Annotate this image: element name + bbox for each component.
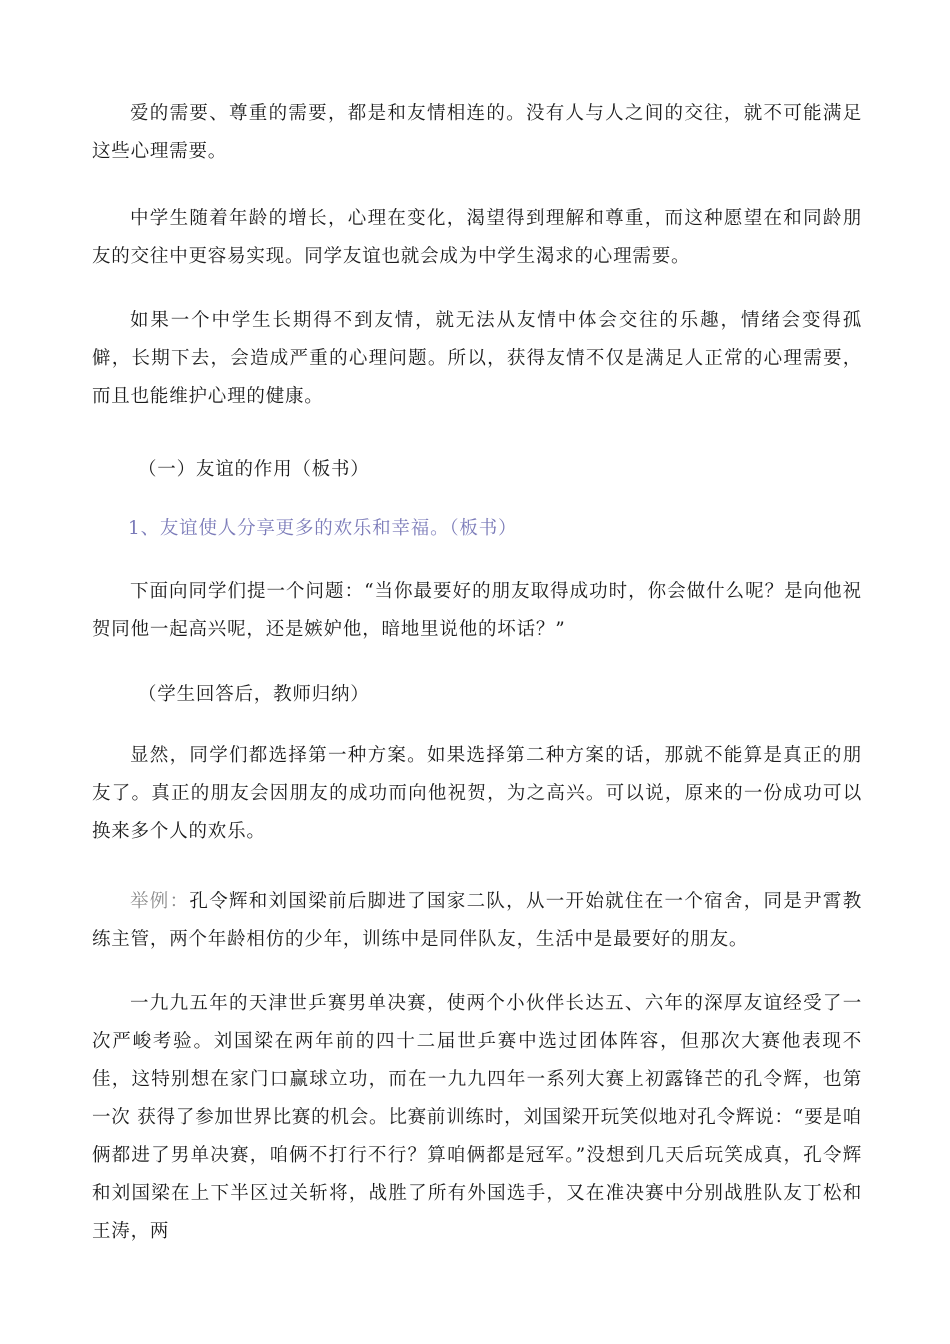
paragraph-question: 下面向同学们提一个问题：“当你最要好的朋友取得成功时，你会做什么呢？是向他祝贺同他一起高兴呢，还是嫉妒他，暗地里说他的坏话？”: [92, 581, 862, 640]
example-label: 举例：: [130, 891, 190, 912]
paragraph-no-friendship: 如果一个中学生长期得不到友情，就无法从友情中体会交往的乐趣，情绪会变得孤僻，长期下去，会造成严重的心理问题。所以，获得友情不仅是满足人正常的心理需要，而且也能维护心理的健康。: [92, 310, 862, 407]
paragraph-needs: 爱的需要、尊重的需要，都是和友情相连的。没有人与人之间的交往，就不可能满足这些心理需要。: [92, 103, 862, 162]
paragraph-age-growth: 中学生随着年龄的增长，心理在变化，渴望得到理解和尊重，而这种愿望在和同龄朋友的交往中更容易实现。同学友谊也就会成为中学生渴求的心理需要。: [92, 208, 862, 267]
example-text: 孔令辉和刘国梁前后脚进了国家二队，从一开始就住在一个宿舍，同是尹霄教练主管，两个年龄相仿的少年，训练中是同伴队友，生活中是最要好的朋友。: [92, 891, 863, 950]
subheading-share-joy: 1、友谊使人分享更多的欢乐和幸福。（板书）: [128, 518, 518, 539]
section-heading-friendship-role: （一）友谊的作用（板书）: [138, 459, 370, 480]
paragraph-teacher-summary-note: （学生回答后，教师归纳）: [138, 684, 370, 705]
paragraph-obvious-choice: 显然，同学们都选择第一种方案。如果选择第二种方案的话，那就不能算是真正的朋友了。真正的朋友会因朋友的成功而向他祝贺，为之高兴。可以说，原来的一份成功可以换来多个人的欢乐。: [92, 745, 862, 842]
paragraph-example: [92, 883, 862, 959]
paragraph-world-championship: 一九九五年的天津世乒赛男单决赛，使两个小伙伴长达五、六年的深厚友谊经受了一次严峻考验。刘国梁在两年前的四十二届世乒赛中选过团体阵容，但那次大赛他表现不佳，这特别想在家门口赢球立功，而在一九九四年一系列大赛上初露锋芒的孔令辉，也第一次 获得了参加世界比赛的机会。比赛前训练时，刘国梁开玩笑似地对孔令辉说：“要是咱俩都进了男单决赛，咱俩不打行不行？算咱俩都是冠军。”没想到几天后玩笑成真，孔令辉和刘国梁在上下半区过关斩将，战胜了所有外国选手，又在准决赛中分别战胜队友丁松和王涛，两: [92, 993, 862, 1242]
